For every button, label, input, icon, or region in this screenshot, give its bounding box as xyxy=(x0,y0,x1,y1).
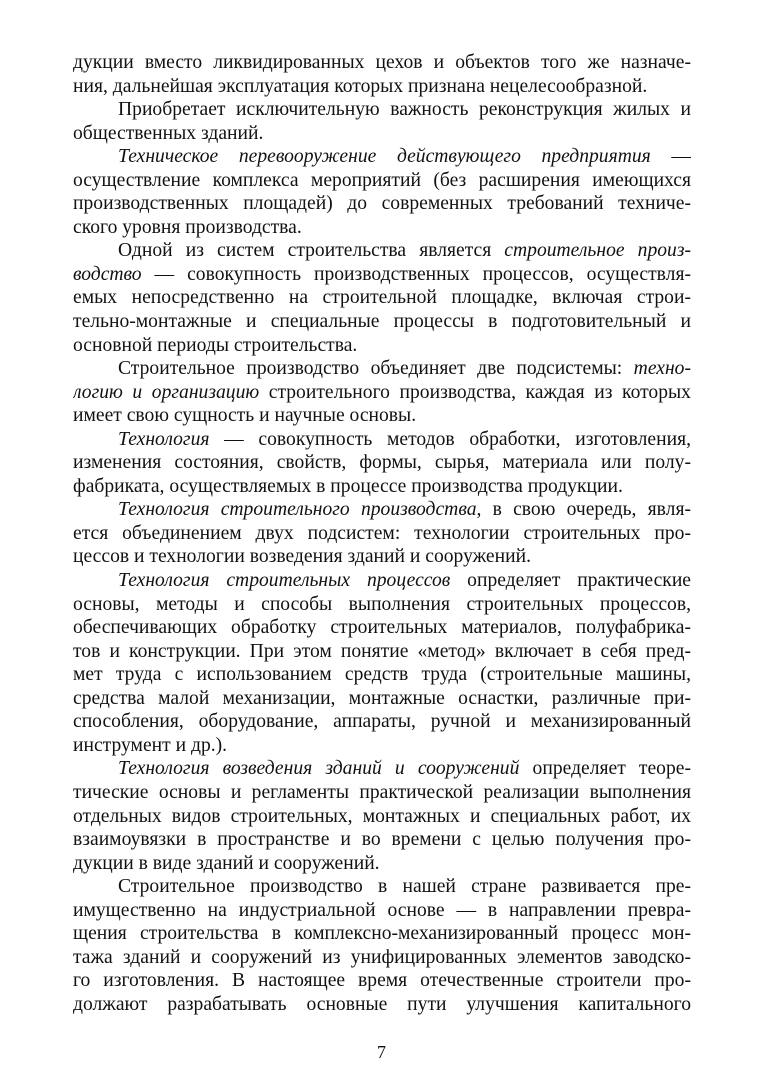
paragraph xyxy=(73,428,691,499)
text-line xyxy=(73,404,691,428)
text-line xyxy=(73,357,691,381)
text-run: определяет теоре- xyxy=(519,758,691,780)
text-line xyxy=(73,569,691,593)
text-run: общественных зданий. xyxy=(73,122,264,144)
paragraph xyxy=(73,145,691,239)
text-line xyxy=(73,428,691,452)
text-line xyxy=(73,122,691,146)
text-line xyxy=(73,663,691,687)
text-line xyxy=(73,145,691,169)
page-number: 7 xyxy=(377,1042,386,1062)
text-run: имеет свою сущность и научные основы. xyxy=(73,405,417,427)
text-line xyxy=(73,522,691,546)
paragraph xyxy=(73,757,691,875)
text-run: — совокупность производственных процессов, осуществля- xyxy=(141,263,691,285)
text-run: Приобретает исключительную важность реконструкция жилых и xyxy=(118,99,691,121)
text-run: цессов и технологии возведения зданий и сооружений. xyxy=(73,546,531,568)
text-run: обеспечивающих обработку строительных материалов, полуфабрика- xyxy=(73,617,691,639)
text-line xyxy=(73,969,691,993)
text-run: строительного производства, каждая из которых xyxy=(259,381,691,403)
paragraph xyxy=(73,498,691,569)
term-italic: Технология строительного производства xyxy=(118,499,477,521)
text-line xyxy=(73,875,691,899)
text-run: Одной из систем строительства является xyxy=(118,240,505,262)
term-italic: техно- xyxy=(633,358,691,380)
text-line xyxy=(73,946,691,970)
text-line xyxy=(73,192,691,216)
text-run: — xyxy=(650,146,691,168)
text-run: средства малой механизации, монтажные оснастки, различные при- xyxy=(73,687,691,709)
text-run: основы, методы и способы выполнения строительных процессов, xyxy=(73,593,691,615)
paragraph xyxy=(73,569,691,757)
term-italic: Технология строительных процессов xyxy=(118,570,451,592)
text-run: Строительное производство в нашей стране развивается пре- xyxy=(118,876,691,898)
term-italic: Техническое перевооружение действующего предприятия xyxy=(118,146,651,168)
term-italic: строительное произ- xyxy=(504,240,691,262)
term-italic: Технология возведения зданий и сооружений xyxy=(118,758,520,780)
text-run: имущественно на индустриальной основе — в направлении превра- xyxy=(73,899,691,921)
paragraph xyxy=(73,51,691,98)
text-line xyxy=(73,545,691,569)
text-line xyxy=(73,593,691,617)
text-line xyxy=(73,734,691,758)
text-line xyxy=(73,98,691,122)
text-line xyxy=(73,475,691,499)
text-run: щения строительства в комплексно-механизированный процесс мон- xyxy=(73,923,691,945)
text-line xyxy=(73,687,691,711)
text-line xyxy=(73,381,691,405)
term-italic: водство xyxy=(73,263,142,285)
term-italic: логию и организацию xyxy=(73,381,260,403)
text-line xyxy=(73,757,691,781)
text-line xyxy=(73,286,691,310)
text-line xyxy=(73,640,691,664)
body-text xyxy=(73,51,691,1016)
text-run: осуществление комплекса мероприятий (без расширения имеющихся xyxy=(73,169,691,191)
text-line xyxy=(73,899,691,923)
text-run: ется объединением двух подсистем: технологии строительных про- xyxy=(73,522,691,544)
text-run: го изготовления. В настоящее время отечественные строители про- xyxy=(73,970,691,992)
text-run: , в свою очередь, явля- xyxy=(476,499,691,521)
text-run: тов и конструкции. При этом понятие «метод» включает в себя пред- xyxy=(73,640,691,662)
paragraph xyxy=(73,98,691,145)
text-run: дукции в виде зданий и сооружений. xyxy=(73,852,380,874)
text-run: способления, оборудование, аппараты, ручной и механизированный xyxy=(73,711,691,733)
text-run: отдельных видов строительных, монтажных и специальных работ, их xyxy=(73,805,691,827)
text-run: взаимоувязки в пространстве и во времени с целью получения про- xyxy=(73,829,691,851)
text-line xyxy=(73,216,691,240)
text-line xyxy=(73,993,691,1017)
text-run: фабриката, осуществляемых в процессе производства продукции. xyxy=(73,475,623,497)
text-run: тельно-монтажные и специальные процессы в подготовительный и xyxy=(73,311,691,333)
paragraph xyxy=(73,239,691,357)
text-line xyxy=(73,805,691,829)
text-line xyxy=(73,922,691,946)
text-run: дукции вместо ликвидированных цехов и объектов того же назначе- xyxy=(73,52,691,73)
text-line xyxy=(73,51,691,75)
text-run: тические основы и регламенты практической реализации выполнения xyxy=(73,781,691,803)
term-italic: Технология xyxy=(118,428,210,450)
text-line xyxy=(73,334,691,358)
paragraph xyxy=(73,357,691,428)
text-line xyxy=(73,852,691,876)
text-line xyxy=(73,169,691,193)
text-run: Строительное производство объединяет две подсистемы: xyxy=(118,358,634,380)
text-run: емых непосредственно на строительной площадке, включая строи- xyxy=(73,287,691,309)
text-run: тажа зданий и сооружений из унифицированных элементов заводско- xyxy=(73,946,691,968)
paragraph xyxy=(73,875,691,1016)
text-line xyxy=(73,828,691,852)
text-line xyxy=(73,75,691,99)
text-line xyxy=(73,710,691,734)
text-line xyxy=(73,263,691,287)
text-line xyxy=(73,781,691,805)
text-line xyxy=(73,310,691,334)
text-line xyxy=(73,616,691,640)
text-run: изменения состояния, свойств, формы, сырья, материала или полу- xyxy=(73,452,691,474)
text-line xyxy=(73,498,691,522)
text-run: инструмент и др.). xyxy=(73,734,228,756)
text-run: определяет практические xyxy=(450,570,691,592)
text-run: производственных площадей) до современных требований техниче- xyxy=(73,193,691,215)
text-run: должают разрабатывать основные пути улучшения капитального xyxy=(73,993,691,1015)
text-run: основной периоды строительства. xyxy=(73,334,358,356)
text-run: ния, дальнейшая эксплуатация которых признана нецелесообразной. xyxy=(73,75,648,97)
text-run: — совокупность методов обработки, изготовления, xyxy=(209,428,691,450)
text-run: ского уровня производства. xyxy=(73,216,302,238)
text-line xyxy=(73,239,691,263)
text-run: мет труда с использованием средств труда (строительные машины, xyxy=(73,664,691,686)
text-line xyxy=(73,451,691,475)
